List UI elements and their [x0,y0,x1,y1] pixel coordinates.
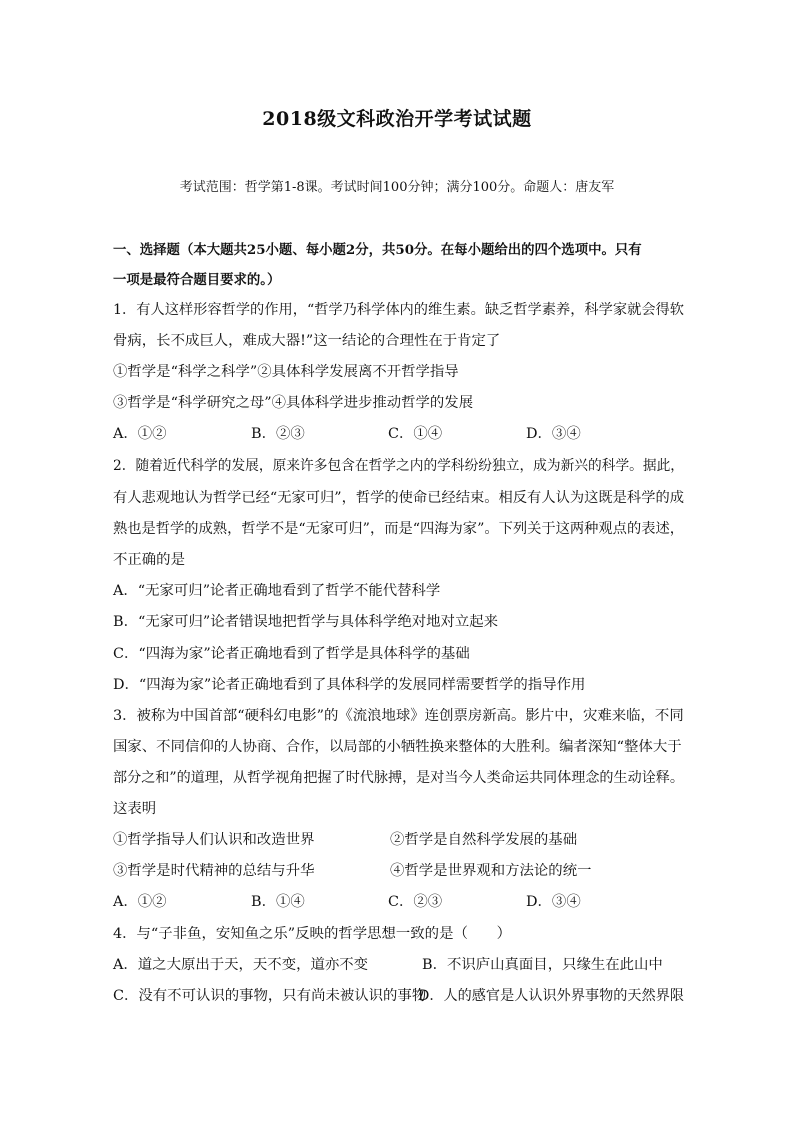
q1-option-d: D．③④ [526,426,581,442]
q2-option-b: B．“无家可归”论者错误地把哲学与具体科学绝对地对立起来 [113,614,499,630]
q1-option-a: A．①② [113,426,167,442]
q1-stem-line2: 骨病，长不成巨人，难成大器!”这一结论的合理性在于肯定了 [113,333,501,349]
q2-option-c: C．“四海为家”论者正确地看到了哲学是具体科学的基础 [113,646,470,662]
q4-option-a: A．道之大原出于天，天不变，道亦不变 [113,957,369,973]
q3-stem-line3: 部分之和”的道理，从哲学视角把握了时代脉搏，是对当今人类命运共同体理念的生动诠释。 [113,770,684,786]
q1-option-b: B．②③ [251,426,305,442]
q3-item-4: ④哲学是世界观和方法论的统一 [390,863,592,879]
q3-option-b: B．①④ [251,894,305,910]
q2-option-d: D．“四海为家”论者正确地看到了具体科学的发展同样需要哲学的指导作用 [113,677,586,693]
q3-stem-line4: 这表明 [113,801,157,817]
section-heading-line1: 一、选择题（本大题共25小题、每小题2分，共50分。在每小题给出的四个选项中。只有 [113,242,642,258]
q3-option-d: D．③④ [526,894,581,910]
q1-item-line2: ③哲学是“科学研究之母”④具体科学进步推动哲学的发展 [113,395,474,411]
q3-item-3: ③哲学是时代精神的总结与升华 [113,863,315,879]
q3-stem-line2: 国家、不同信仰的人协商、合作，以局部的小牺牲换来整体的大胜利。编者深知“整体大于 [113,739,682,755]
q2-stem-line3: 熟也是哲学的成熟，哲学不是“无家可归”，而是“四海为家”。下列关于这两种观点的表述， [113,521,684,537]
q1-item-line1: ①哲学是“科学之科学”②具体科学发展离不开哲学指导 [113,364,459,380]
q1-stem-line1: 1．有人这样形容哲学的作用，“哲学乃科学体内的维生素。缺乏哲学素养，科学家就会得软 [113,302,685,318]
exam-info: 考试范围：哲学第1-8课。考试时间100分钟；满分100分。命题人：唐友军 [179,180,615,195]
q2-stem-line1: 2．随着近代科学的发展，原来许多包含在哲学之内的学科纷纷独立，成为新兴的科学。据此， [113,458,685,474]
q2-option-a: A．“无家可归”论者正确地看到了哲学不能代替科学 [113,583,441,599]
q3-option-a: A．①② [113,894,167,910]
q4-option-d: D．人的感官是人认识外界事物的天然界限 [418,988,685,1004]
q4-option-b: B．不识庐山真面目，只缘生在此山中 [422,957,663,973]
q3-stem-line1: 3．被称为中国首部“硬科幻电影”的《流浪地球》连创票房新高。影片中，灾难来临，不同 [113,708,684,724]
section-heading-line2: 一项是最符合题目要求的。） [113,272,281,288]
page-title: 2018级文科政治开学考试试题 [262,108,532,130]
q3-item-1: ①哲学指导人们认识和改造世界 [113,832,315,848]
q4-stem: 4．与“子非鱼，安知鱼之乐”反映的哲学思想一致的是（ ） [113,926,512,942]
q1-option-c: C．①④ [388,426,443,442]
q3-item-2: ②哲学是自然科学发展的基础 [390,832,578,848]
q2-stem-line2: 有人悲观地认为哲学已经“无家可归”，哲学的使命已经结束。相反有人认为这既是科学的成 [113,490,684,506]
q4-option-c: C．没有不可认识的事物，只有尚未被认识的事物 [113,988,427,1004]
q2-stem-line4: 不正确的是 [113,552,185,568]
q3-option-c: C．②③ [388,894,443,910]
